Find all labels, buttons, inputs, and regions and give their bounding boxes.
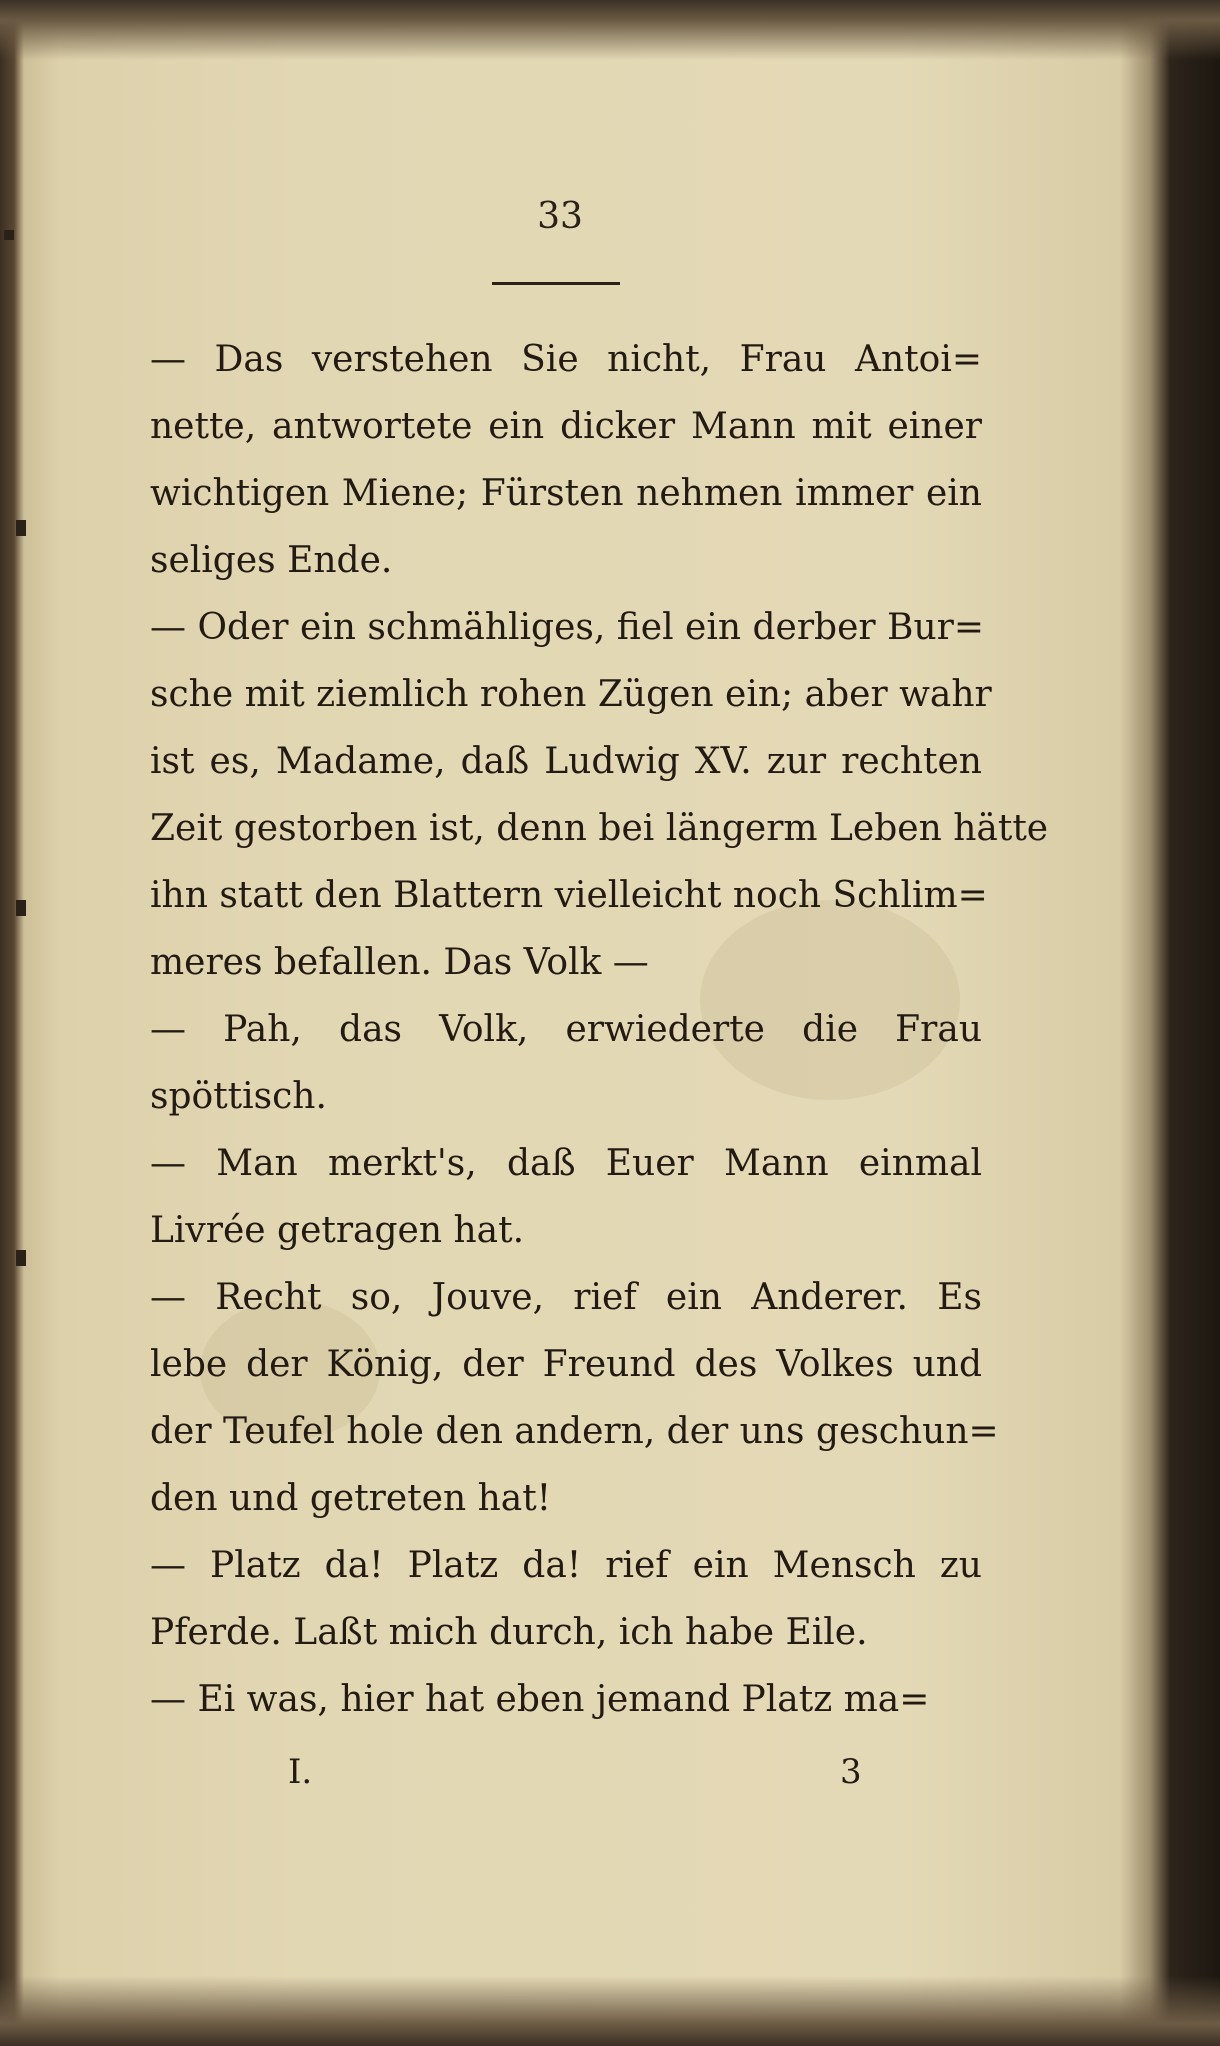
text-line: der Teufel hole den andern, der uns geschun= (150, 1411, 999, 1452)
signature-mark: I. (288, 1752, 313, 1792)
paragraph (150, 1130, 982, 1264)
paragraph (150, 1666, 982, 1733)
text-line: Livrée getragen hat. (150, 1210, 525, 1251)
text-line: den und getreten hat! (150, 1478, 552, 1519)
text-line: nette, antwortete ein dicker Mann mit einer (150, 406, 982, 447)
text-line: Pferde. Laßt mich durch, ich habe Eile. (150, 1612, 868, 1653)
text-line: — Ei was, hier hat eben jemand Platz ma= (150, 1679, 930, 1720)
text-line: wichtigen Miene; Fürsten nehmen immer ein (150, 473, 982, 514)
text-line: — Pah, das Volk, erwiederte die Frau (150, 1009, 982, 1050)
text-line: — Platz da! Platz da! rief ein Mensch zu (150, 1545, 982, 1586)
binding-mark (16, 900, 26, 916)
page-top-edge (0, 0, 1220, 60)
text-line: — Recht so, Jouve, rief ein Anderer. Es (150, 1277, 982, 1318)
text-line: spöttisch. (150, 1076, 327, 1117)
page-bottom-edge (0, 1976, 1220, 2046)
sheet-number: 3 (840, 1752, 862, 1792)
text-line: lebe der König, der Freund des Volkes und (150, 1344, 982, 1385)
text-line: sche mit ziemlich rohen Zügen ein; aber wahr (150, 674, 992, 715)
text-line: — Oder ein schmähliges, fiel ein derber Bur= (150, 607, 985, 648)
text-line: Zeit gestorben ist, denn bei längerm Leben hätte (150, 808, 1049, 849)
text-line: ist es, Madame, daß Ludwig XV. zur rechten (150, 741, 982, 782)
text-line: seliges Ende. (150, 540, 393, 581)
paragraph (150, 1532, 982, 1666)
body-text (150, 326, 1049, 1733)
text-line: ihn statt den Blattern vielleicht noch Schlim= (150, 875, 988, 916)
text-line: — Das verstehen Sie nicht, Frau Antoi= (150, 339, 982, 380)
paragraph (150, 326, 982, 594)
page-number: 33 (537, 196, 583, 237)
paragraph (150, 1264, 999, 1532)
paragraph (150, 996, 982, 1130)
paragraph (150, 594, 1049, 996)
binding-mark (16, 520, 26, 536)
header-rule (492, 282, 620, 285)
text-line: — Man merkt's, daß Euer Mann einmal (150, 1143, 982, 1184)
binding-mark (16, 1250, 26, 1266)
text-line: meres befallen. Das Volk — (150, 942, 649, 983)
